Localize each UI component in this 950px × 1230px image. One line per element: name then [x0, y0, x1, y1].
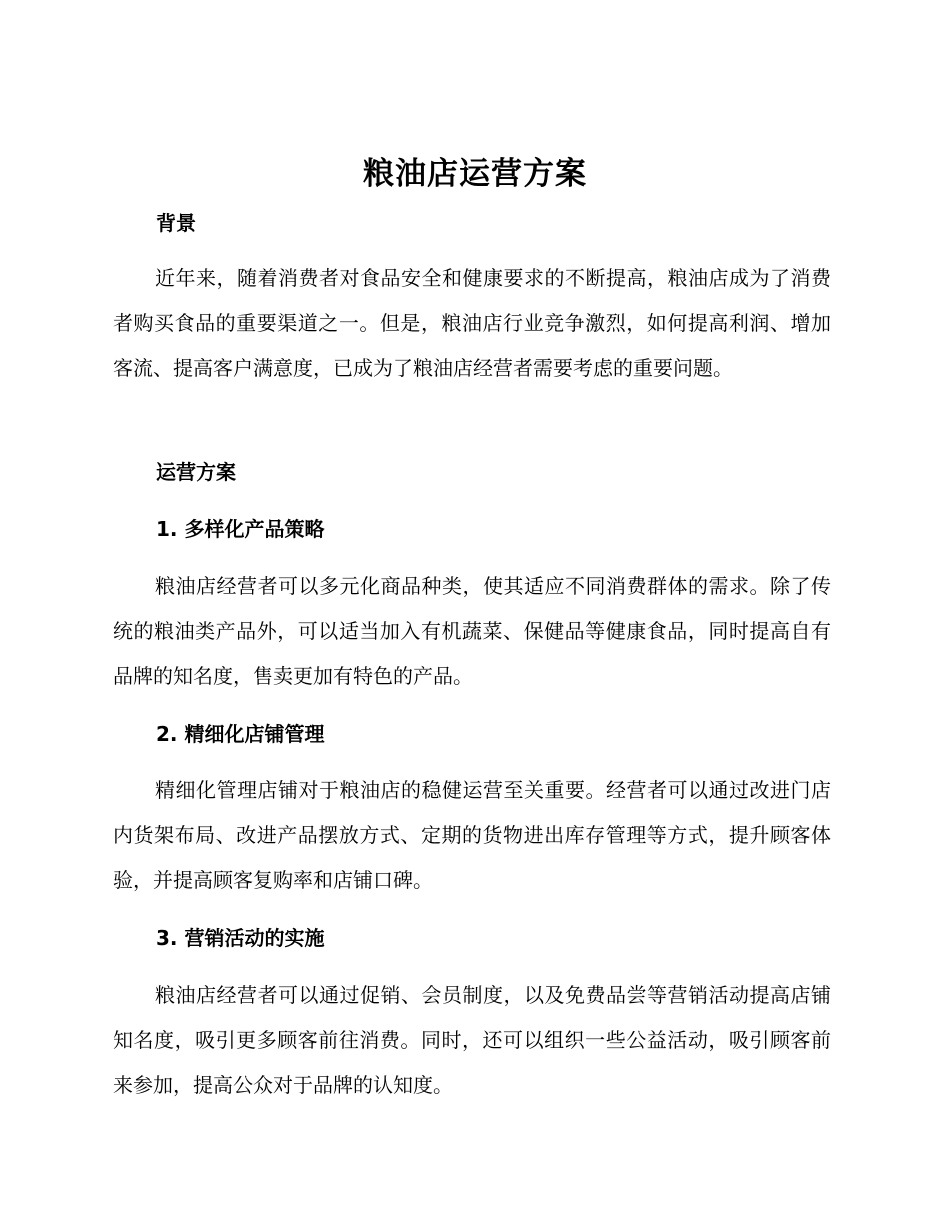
background-paragraph: 近年来，随着消费者对食品安全和健康要求的不断提高，粮油店成为了消费者购买食品的重要渠道之一。但是，粮油店行业竞争激烈，如何提高利润、增加客流、提高客户满意度，已成为了粮油店经营者需要考虑的重要问题。 — [113, 266, 831, 380]
plan-heading: 运营方案 — [156, 460, 236, 484]
section-1-heading: 1. 多样化产品策略 — [156, 517, 325, 541]
section-1-paragraph: 粮油店经营者可以多元化商品种类，使其适应不同消费群体的需求。除了传统的粮油类产品外，可以适当加入有机蔬菜、保健品等健康食品，同时提高自有品牌的知名度，售卖更加有特色的产品。 — [113, 574, 831, 688]
section-2-paragraph: 精细化管理店铺对于粮油店的稳健运营至关重要。经营者可以通过改进门店内货架布局、改进产品摆放方式、定期的货物进出库存管理等方式，提升顾客体验，并提高顾客复购率和店铺口碑。 — [113, 778, 831, 892]
background-heading: 背景 — [156, 211, 196, 235]
section-2-heading: 2. 精细化店铺管理 — [156, 722, 325, 746]
section-3-paragraph: 粮油店经营者可以通过促销、会员制度，以及免费品尝等营销活动提高店铺知名度，吸引更多顾客前往消费。同时，还可以组织一些公益活动，吸引顾客前来参加，提高公众对于品牌的认知度。 — [113, 983, 831, 1097]
document-title: 粮油店运营方案 — [363, 156, 587, 192]
section-3-heading: 3. 营销活动的实施 — [156, 926, 325, 950]
